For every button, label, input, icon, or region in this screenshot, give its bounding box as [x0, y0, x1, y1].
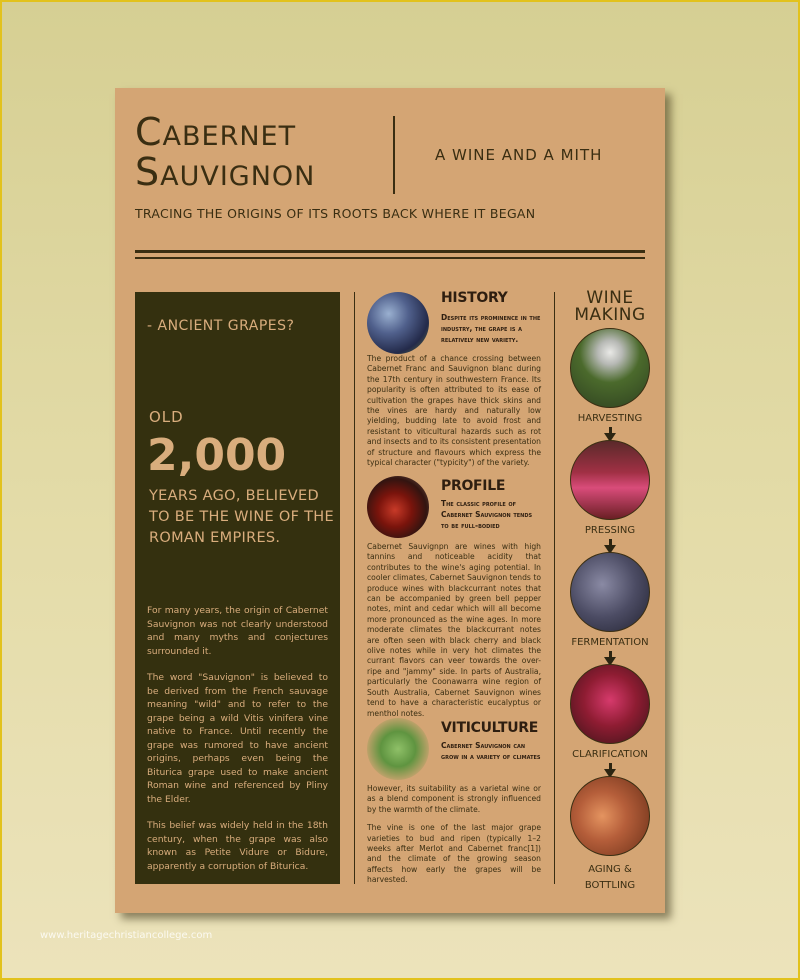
- panel-years-text: YEARS AGO, BELIEVED TO BE THE WINE OF THE ROMAN EMPIRES.: [149, 488, 334, 546]
- profile-body: Cabernet Sauvignpn are wines with high tannins and noticeable acidity that contributes to the wine's aging potential. In cooler climates, Cabernet Sauvignon tends to produce wines with blackcurrant notes that can be accompanied by green bell pepper notes, mint and cedar which will all become more pronounced as the wine ages. In more moderate climates the blackcurrant notes are often seen with black cherry and black olive notes while in very hot climates the currant flavors can veer towards the over-ripe and "jammy" side. In parts of Australia, particularly the Coonawarra wine region of South Australia, Cabernet Sauvignon wines tend to have a characteristic eucalyptus or menthol notes.: [367, 542, 541, 718]
- harvesting-image: [570, 328, 650, 408]
- step-label: CLARIFICATION: [572, 749, 648, 760]
- viticulture-title: VITICULTURE: [441, 720, 539, 736]
- step-label: FERMENTATION: [571, 637, 649, 648]
- step-fermentation: [555, 552, 665, 666]
- tagline: A WINE AND A MITH: [435, 146, 603, 164]
- panel-paragraph-1: For many years, the origin of Cabernet Sauvignon was not clearly understood and many myths and conjectures surrounded it.: [147, 605, 328, 657]
- step-pressing: [555, 440, 665, 554]
- title-line-1: Cabernet: [135, 110, 297, 154]
- vine-leaf-image: [367, 718, 429, 780]
- viticulture-subtitle: Cabernet Sauvignon can grow in a variety of climates: [441, 741, 541, 761]
- page-subtitle: TRACING THE ORIGINS OF ITS ROOTS BACK WHERE IT BEGAN: [135, 206, 536, 221]
- viticulture-body: [367, 784, 541, 894]
- title-divider: [393, 116, 395, 194]
- header-rule-top: [135, 250, 645, 253]
- profile-subtitle: The classic profile of Cabernet Sauvignon tends to be full-bodied: [441, 499, 533, 530]
- winemaking-title-line-2: MAKING: [574, 305, 646, 325]
- clarification-image: [570, 664, 650, 744]
- panel-paragraph-3: This belief was widely held in the 18th century, when the grape was also known as Petite Vidure or Bidure, apparently a corruption of Biturica.: [147, 820, 328, 872]
- step-clarification: [555, 664, 665, 778]
- pressing-image: [570, 440, 650, 520]
- grapes-image: [367, 292, 429, 354]
- wine-glass-image: [367, 476, 429, 538]
- aging-image: [570, 776, 650, 856]
- fermentation-image: [570, 552, 650, 632]
- title-line-2: Sauvignon: [135, 150, 316, 194]
- column-divider-1: [354, 292, 355, 884]
- wine-poster: [115, 88, 665, 913]
- step-label-line-2: BOTTLING: [584, 880, 636, 891]
- history-subtitle: Despite its prominence in the industry, the grape is a relatively new variety.: [441, 313, 541, 344]
- panel-old-label: OLD: [149, 408, 184, 426]
- history-title: HISTORY: [441, 290, 508, 306]
- step-label: PRESSING: [584, 525, 636, 536]
- winemaking-title-line-1: WINE: [586, 288, 634, 308]
- profile-title: PROFILE: [441, 478, 506, 494]
- step-label: [555, 862, 665, 894]
- panel-big-number: 2,000: [147, 430, 287, 481]
- step-label-line-1: AGING &: [588, 864, 632, 875]
- panel-paragraph-2: The word "Sauvignon" is believed to be derived from the French sauvage meaning "wild" and to refer to the grape being a wild Vitis vinifera vine native to France. Until recently the grape was rumored to have ancient origins, perhaps even being the Biturica grape used to make ancient Roman wine and referenced by Pliny the Elder.: [147, 672, 328, 805]
- step-label: HARVESTING: [577, 413, 643, 424]
- winemaking-title: [555, 290, 665, 324]
- viticulture-paragraph-1: However, its suitability as a varietal wine or as a blend component is strongly influenced by the warmth of the climate.: [367, 784, 541, 814]
- panel-question: - ANCIENT GRAPES?: [147, 318, 295, 334]
- ancient-grapes-panel: [135, 292, 340, 884]
- step-aging-bottling: [555, 776, 665, 894]
- panel-body: [147, 604, 328, 886]
- viticulture-paragraph-2: The vine is one of the last major grape varieties to bud and ripen (typically 1–2 weeks after Merlot and Cabernet franc[1]) and the climate of the growing season affects how early the grapes will be harvested.: [367, 823, 541, 885]
- step-harvesting: [555, 328, 665, 442]
- watermark: www.heritagechristiancollege.com: [40, 930, 213, 941]
- header-rule-bottom: [135, 257, 645, 259]
- page-title: [135, 112, 315, 192]
- history-body: The product of a chance crossing between Cabernet Franc and Sauvignon blanc during the 17th century in southwestern France. Its popularity is often attributed to its ease of cultivation the grapes have thick skins and the vines are hardy and naturally low yielding, budding late to avoid frost and resistant to viticultural hazards such as rot and insects and to its consistent presentation of structure and flavours which express the typical character ("typicity") of the variety.: [367, 354, 541, 468]
